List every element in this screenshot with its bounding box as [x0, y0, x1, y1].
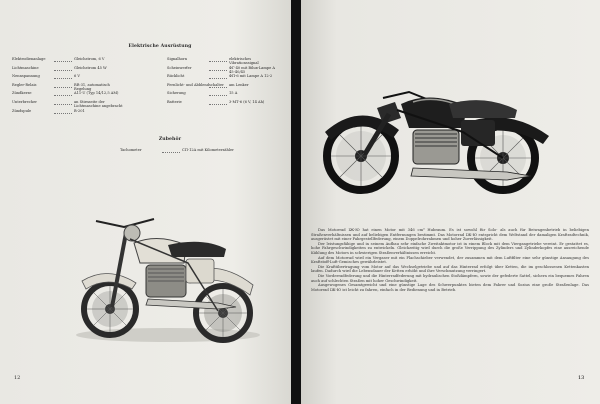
page-number-left: 12: [14, 375, 21, 381]
spec-label: Zündkerze: [12, 91, 32, 96]
spec-row: [12, 66, 130, 75]
leader-dots: [54, 103, 72, 105]
spec-row: [12, 91, 130, 100]
page-number-right: 13: [578, 375, 585, 381]
leader-dots: [54, 77, 72, 79]
spec-row: [167, 100, 287, 109]
accessories-spec-table: [120, 148, 240, 157]
leader-dots: [162, 151, 180, 153]
paragraph: Der leistungsfähige und in seinem Aufbau sehr einfache Zweitaktmotor ist in einem Block mit dem Viergangetriebe vereint. Er gestattet es, hohe Fahrgeschwindigkeiten zu entwickeln. Gleichzeitig wird durch die große Verrippung des Zylinders und Zylinderkopfes eine ausreichende Kühlung des Motors in schwierigen Straßenverhältnissen erreicht.: [311, 241, 589, 255]
electrical-spec-table-left: [12, 57, 130, 117]
paragraph: Die Vorderradfederung und die Hinterradfederung mit hydraulischen Stoßdämpfern, sowie der gefederte Sattel, sichern ein bequemes Fahren auch auf schlechten Straßen mit hoher Geschwindigkeit.: [311, 273, 589, 283]
section-title-electrical: Elektrische Ausrüstung: [128, 44, 192, 49]
body-text: [311, 228, 589, 292]
left-page: [0, 0, 291, 404]
paragraph: Auf dem Motorrad wird ein Vergaser mit ein Flachschieber verwendet, der zusammen mit dem Luftfilter eine sehr günstige Ansaugung des Kraftstoff-Luft-Gemisches gewährleistet.: [311, 255, 589, 265]
spec-row: [12, 109, 130, 118]
spec-value: ФП-6 mit Lampe A 12-2: [229, 74, 273, 79]
spec-row: [12, 74, 130, 83]
spec-value: Gleichstrom 45 W: [74, 65, 107, 70]
spec-row: [167, 83, 287, 92]
spec-value: 15 A: [229, 91, 238, 96]
motorcycle-photo-left: [68, 203, 263, 353]
spec-label: Zündspule: [12, 108, 32, 113]
electrical-spec-table-right: [167, 57, 287, 109]
spec-label: Signalhorn: [167, 57, 188, 61]
spec-value: ФГ-40 mit Bilux-Lampe A 45-40/45: [229, 65, 275, 74]
spec-value: am Lenker: [229, 82, 249, 87]
leader-dots: [209, 86, 227, 88]
spec-row: [12, 57, 130, 66]
spec-label: Rücklicht: [167, 74, 185, 79]
paragraph: Ausgewogenes Gesamtgewicht und eine günstige Lage des Schwerpunktes bieten dem Fahrer und Sozius eine große Straßenlage. Das Motorrad IЖ-Ю ist leicht zu fahren, einfach in der Bedienung und in Betrieb.: [311, 283, 589, 292]
spec-label: Scheinwerfer: [167, 65, 192, 70]
leader-dots: [209, 60, 227, 62]
spec-value: RR-31, automatisch Regelung: [74, 82, 110, 92]
leader-dots: [209, 94, 227, 96]
paragraph: Die Kraftübertragung vom Motor auf das Wechselgetriebe und auf das Hinterrad erfolgt über Ketten, die im geschlossenen Kettenkasten laufen. Dadurch wird die Lebensdauer der Ketten erhöht und ihre Verschmutzung verringert.: [311, 264, 589, 274]
right-page: [301, 0, 600, 404]
spec-value: A11-U (Typ 14/12,5 AM): [74, 91, 119, 96]
book-gutter: [291, 0, 301, 404]
spec-label: Fernlicht- und Abblendschalter: [167, 82, 224, 87]
leader-dots: [209, 69, 227, 71]
spec-value: Gleichstrom, 6 V: [74, 57, 105, 61]
spec-label: Lichtmaschine: [12, 65, 39, 70]
leader-dots: [54, 69, 72, 71]
spec-value: 3-МТ-6 (6 V, 14 Ah): [229, 99, 265, 104]
section-title-accessories: Zubehör: [158, 137, 182, 142]
spec-label: Batterie: [167, 99, 182, 104]
leader-dots: [209, 103, 227, 105]
leader-dots: [54, 94, 72, 96]
spec-row: [120, 148, 240, 157]
leader-dots: [209, 77, 227, 79]
spec-label: Sicherung: [167, 91, 186, 96]
leader-dots: [54, 86, 72, 88]
spec-label: Nennspannung: [12, 74, 40, 79]
spec-value: B-201: [74, 108, 85, 113]
spec-label: Regler-Relais: [12, 82, 37, 87]
spec-value: 6 V: [74, 74, 81, 79]
spec-row: [167, 57, 287, 66]
spec-row: [167, 66, 287, 75]
spec-value: СП-12A mit Kilometerzähler: [182, 148, 234, 152]
spec-value: elektrisches Vibrationssignal: [229, 57, 259, 66]
leader-dots: [54, 60, 72, 62]
leader-dots: [54, 112, 72, 114]
spec-label: Unterbrecher: [12, 99, 37, 104]
motorcycle-photo-right: [317, 78, 555, 208]
spec-row: [12, 83, 130, 92]
spec-row: [167, 91, 287, 100]
paragraph: Das Motorrad IЖ-Ю hat einen Motor mit 346 cm³ Hubraum. Es ist sowohl für Solo- als auch für Beiwagenbetrieb in beliebigen Straßenverhältnissen und auf beliebigen Entfernungen bestimmt. Das Motorrad IЖ-Ю entspricht dem Weltstand der damaligen Kraftradtechnik, ausgerüstet mit einer Fahrgestellfederung, einem Doppelrohrrahmen und hoher Zuverlässigkeit.: [311, 228, 589, 242]
spec-value: an Stirnseite der Lichtmaschine angebracht: [74, 99, 123, 109]
spec-row: [167, 74, 287, 83]
spec-row: [12, 100, 130, 109]
spec-label: Tachometer: [120, 148, 142, 152]
spec-label: Elektrodienanlage: [12, 57, 46, 61]
